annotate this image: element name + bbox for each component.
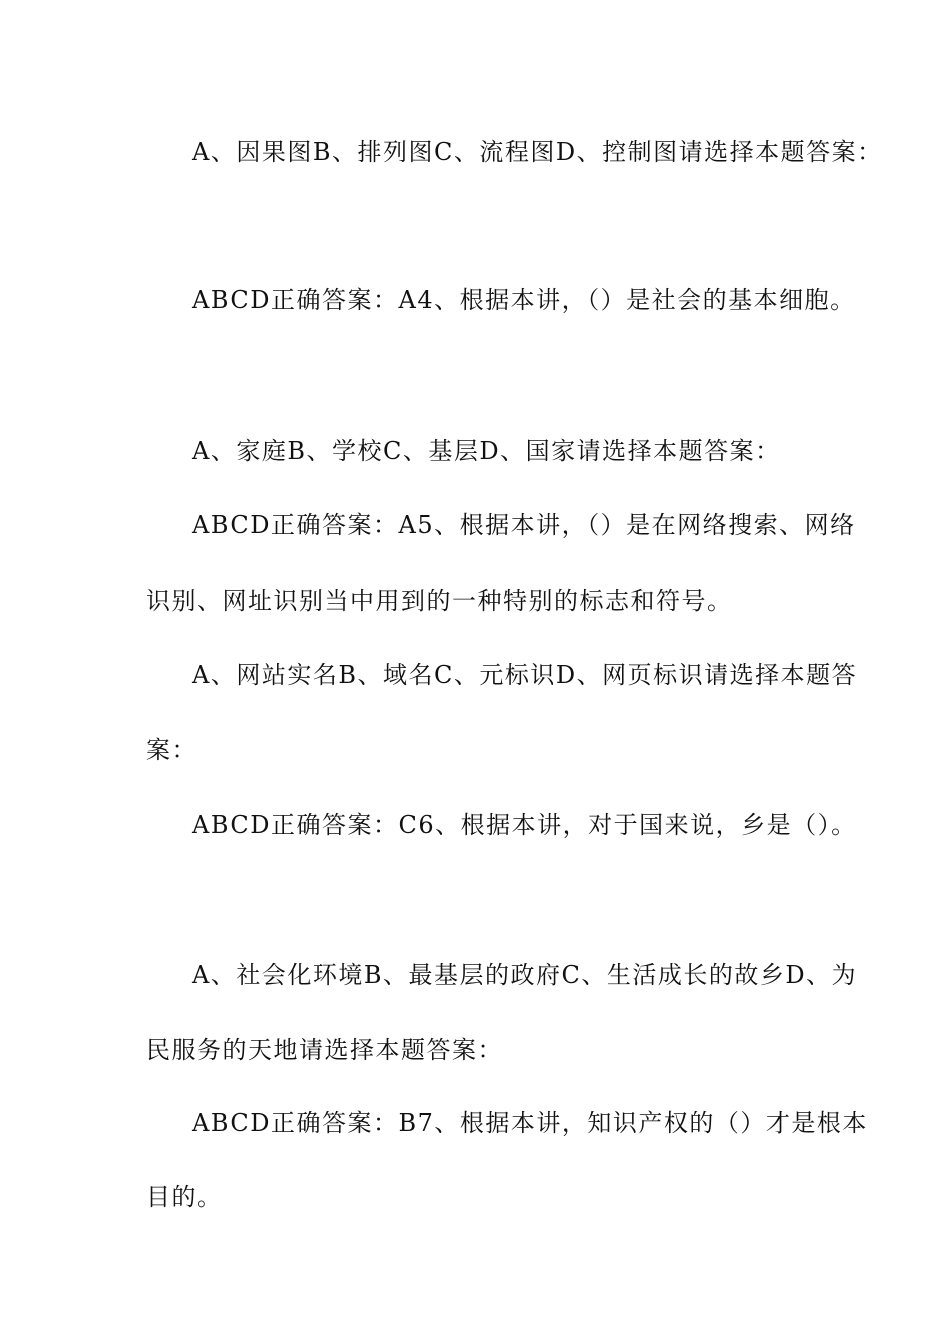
answer-and-question-line: ABCD正确答案：A5、根据本讲，（）是在网络搜索、网络 [192, 511, 856, 539]
answer-and-question-line: ABCD正确答案：A4、根据本讲，（）是社会的基本细胞。 [192, 286, 856, 314]
question-options-continuation-line: 民服务的天地请选择本题答案： [146, 1036, 503, 1064]
answer-and-question-line: ABCD正确答案：B7、根据本讲，知识产权的（）才是根本 [192, 1109, 868, 1137]
question-options-continuation-line: 案： [146, 736, 197, 764]
answer-and-question-line: ABCD正确答案：C6、根据本讲，对于国来说，乡是（）。 [192, 811, 857, 839]
question-options-line: A、因果图B、排列图C、流程图D、控制图请选择本题答案： [192, 138, 883, 166]
question-options-line: A、网站实名B、域名C、元标识D、网页标识请选择本题答 [192, 661, 858, 689]
question-continuation-line: 识别、网址识别当中用到的一种特别的标志和符号。 [146, 587, 733, 615]
question-options-line: A、社会化环境B、最基层的政府C、生活成长的故乡D、为 [192, 961, 858, 989]
question-options-line: A、家庭B、学校C、基层D、国家请选择本题答案： [192, 437, 781, 465]
question-continuation-line: 目的。 [146, 1183, 223, 1211]
